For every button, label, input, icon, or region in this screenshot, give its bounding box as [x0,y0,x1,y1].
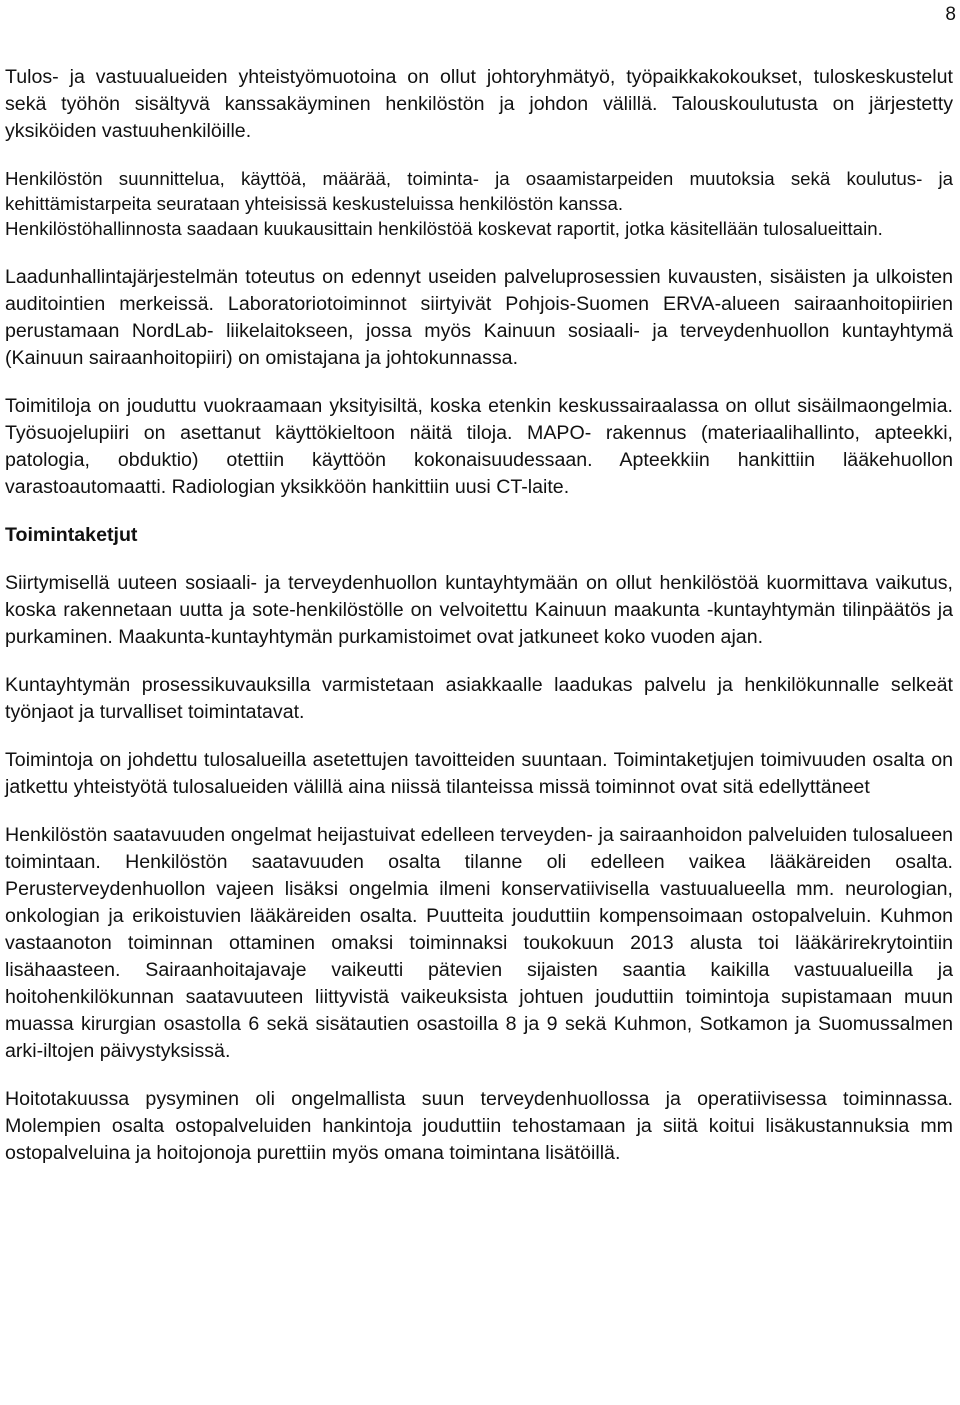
paragraph-process-descriptions: Kuntayhtymän prosessikuvauksilla varmistetaan asiakkaalle laadukas palvelu ja henkilökunnalle selkeät työnjaot ja turvalliset toimintatavat. [5,674,953,723]
page-number: 8 [945,4,956,25]
paragraph-cooperation: Tulos- ja vastuualueiden yhteistyömuotoina on ollut johtoryhmätyö, työpaikkakokoukset, tuloskeskustelut sekä työhön sisältyvä kanssakäyminen henkilöstön ja johdon välillä. Talouskoulutusta on järjestetty yksiköiden vastuuhenkilöille. [5,66,953,142]
paragraph-group-staff-planning [5,166,953,241]
paragraph-staff-reports: Henkilöstöhallinnosta saadaan kuukausittain henkilöstöä koskevat raportit, jotka käsitellään tulosalueittain. [5,218,883,239]
paragraph-quality-management: Laadunhallintajärjestelmän toteutus on edennyt useiden palveluprosessien kuvausten, sisäisten ja ulkoisten auditointien merkeissä. Laboratoriotoiminnot siirtyivät Pohjois-Suomen ERVA-alueen sairaanhoitopiirien perustamaan NordLab- liikelaitokseen, jossa myös Kainuun sosiaali- ja terveydenhuollon kuntayhtymä (Kainuun sairaanhoitopiiri) on omistajana ja johtokunnassa. [5,266,953,369]
paragraph-facilities: Toimitiloja on jouduttu vuokraamaan yksityisiltä, koska etenkin keskussairaalassa on ollut sisäilmaongelmia. Työsuojelupiiri on asettanut käyttökieltoon näitä tiloja. MAPO- rakennus (materiaalihallinto, apteekki, patologia, obduktio) otettiin käyttöön kokonaisuudessaan. Apteekkiin hankittiin lääkehuollon varastoautomaatti. Radiologian yksikköön hankittiin uusi CT-laite. [5,395,953,498]
paragraph-staff-planning: Henkilöstön suunnittelua, käyttöä, määrää, toiminta- ja osaamistarpeiden muutoksia sekä koulutus- ja kehittämistarpeita seurataan yhteisissä keskusteluissa henkilöstön kanssa. [5,168,953,214]
paragraph-management: Toimintoja on johdettu tulosalueilla asetettujen tavoitteiden suuntaan. Toimintaketjujen toimivuuden osalta on jatkettu yhteistyötä tulosalueiden välillä aina niissä tilanteissa missä toiminnot ovat sitä edellyttäneet [5,749,953,798]
section-heading-toimintaketjut: Toimintaketjut [5,524,138,546]
paragraph-staff-availability: Henkilöstön saatavuuden ongelmat heijastuivat edelleen terveyden- ja sairaanhoidon palveluiden tulosalueen toimintaan. Henkilöstön saatavuuden osalta tilanne oli edelleen vaikea lääkäreiden osalta. Perusterveydenhuollon vajeen lisäksi ongelmia ilmeni konservatiivisella vastuualueella mm. neurologian, onkologian ja erikoistuvien lääkäreiden osalta. Puutteita jouduttiin kompensoimaan ostopalveluin. Kuhmon vastaanoton toiminnan ottaminen omaksi toiminnaksi toukokuun 2013 alusta toi lääkärirekrytointiin lisähaasteen. Sairaanhoitajavaje vaikeutti pätevien sijaisten saantia kaikilla vastuualueilla ja hoitohenkilökunnan saatavuuteen liittyvistä vaikeuksista johtuen jouduttiin toimintoja supistamaan muun muassa kirurgian osastolla 6 sekä sisätautien osastoilla 8 ja 9 sekä Kuhmon, Sotkamon ja Suomussalmen arki-iltojen päivystyksissä. [5,824,953,1062]
document-body [5,64,953,1188]
paragraph-care-guarantee: Hoitotakuussa pysyminen oli ongelmallista suun terveydenhuollossa ja operatiivisessa toiminnassa. Molempien osalta ostopalveluiden hankintoja jouduttiin tehostamaan ja siitä koitui lisäkustannuksia mm ostopalveluina ja hoitojonoja purettiin myös omana toimintana lisätöillä. [5,1088,953,1164]
paragraph-transition: Siirtymisellä uuteen sosiaali- ja terveydenhuollon kuntayhtymään on ollut henkilöstöä kuormittava vaikutus, koska rakennetaan uutta ja sote-henkilöstölle on velvoitettu Kainuun maakunta -kuntayhtymän tilinpäätös ja purkaminen. Maakunta-kuntayhtymän purkamistoimet ovat jatkuneet koko vuoden ajan. [5,572,953,648]
